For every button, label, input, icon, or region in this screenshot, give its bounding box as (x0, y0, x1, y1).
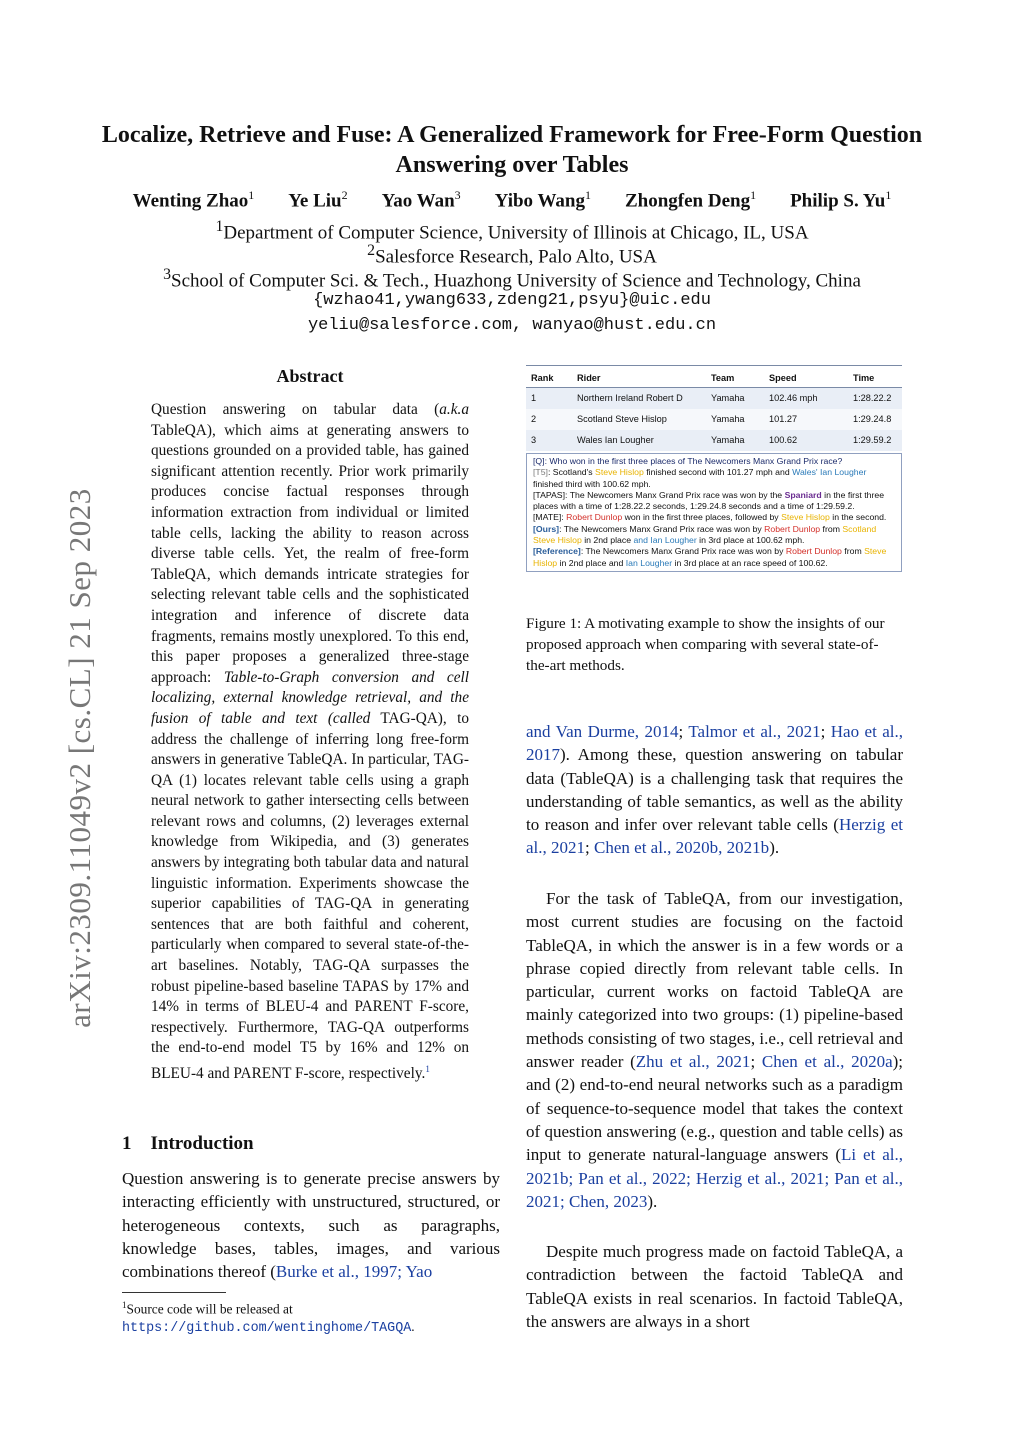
author: Zhongfen Deng$^1$ (624, 188, 757, 212)
citation-link[interactable]: Burke et al., 1997; Yao (275, 1262, 433, 1282)
answer-mate: [MATE]: Robert Dunlop won in the first three places, followed by Steve Hislop in the second. (533, 512, 887, 523)
table-header: Rank (526, 366, 572, 388)
table-header: Time (848, 366, 902, 388)
answer-tapas: [TAPAS]: The Newcomers Manx Grand Prix race was won by the Spaniard in the first three places with a time of 1:28.22.2 seconds, 1:29.24.8 seconds and a time of 1:29.59.2. (533, 489, 885, 512)
email-line: {wzhao41,ywang633,zdeng21,psyu}@uic.edu (313, 291, 711, 310)
author: Wenting Zhao$^1$ (132, 188, 255, 212)
citation-link[interactable]: Chen et al., 2020a (761, 1052, 893, 1072)
body-paragraph: For the task of TableQA, from our investigation, most current studies are focusing on the factoid TableQA, in which the answer is in a few words or a phrase copied directly from relevant table cells. In particular, current works on factoid TableQA are mainly categorized into two groups: (1) pipeline-based methods consisting of two stages, i.e., cell retrieval and answer reader (Zhu et al., 2021; Chen et al., 2020a); and (2) end-to-end neural networks such as a paradigm of sequence-to-sequence model that takes the context of question answering (e.g., question and table cells) as input to generate natural-language answers (Li et al., 2021b; Pan et al., 2022; Herzig et al., 2021; Pan et al., 2021; Chen, 2023). (526, 889, 904, 1211)
author: Yao Wan$^3$ (381, 188, 461, 212)
figure-1 (526, 365, 902, 572)
affiliation: $^1$Department of Computer Science, University of Illinois at Chicago, IL, USA (215, 218, 809, 244)
body-paragraph: and Van Durme, 2014; Talmor et al., 2021; Hao et al., 2017). Among these, question answering on tabular data (TableQA) is a challenging task that requires the understanding of table semantics, as well as the ability to reason and infer over relevant table cells (Herzig et al., 2021; Chen et al., 2020b, 2021b). (526, 722, 903, 858)
author-list (60, 188, 964, 212)
qa-box (526, 453, 902, 572)
table-row: 3 Wales Ian Lougher Yamaha 100.62 1:29.59.2 (526, 430, 902, 451)
citation-link[interactable]: Herzig et al., 2021 (526, 815, 903, 858)
affiliation: $^2$Salesforce Research, Palo Alto, USA (367, 242, 657, 268)
table-header: Team (706, 366, 764, 388)
section-heading: 1 Introduction (122, 1133, 254, 1154)
table-header: Rider (572, 366, 706, 388)
author: Philip S. Yu$^1$ (790, 188, 892, 212)
abstract-body: Question answering on tabular data (a.k.a TableQA), which aims at generating answers to questions grounded on a provided table, has gained significant attention recently. Prior work primarily produces concise factual responses through information extraction from individual or limited table cells, lacking the ability to reason across diverse table cells. Yet, the realm of free-form TableQA, which demands intricate strategies for selecting relevant table cells and the sophisticated integration and inference of discrete data fragments, remains mostly unexplored. To this end, this paper proposes a generalized three-stage approach: Table-to-Graph conversion and cell localizing, external knowledge retrieval, and the fusion of table and text (called TAG-QA), to address the challenge of inferring long free-form answers in generative TableQA. In particular, TAG-QA (1) locates relevant table cells using a graph neural network to gather intersecting cells between relevant rows and columns, (2) leverages external knowledge from Wikipedia, and (3) generates answers by integrating both tabular data and natural linguistic information. Experiments showcase the superior capabilities of TAG-QA in generating sentences that are both faithful and coherent, particularly when compared to several state-of-the-art baselines. Notably, TAG-QA surpasses the robust pipeline-based baseline TAPAS by 17% and 14% in terms of BLEU-4 and PARENT F-score, respectively. Furthermore, TAG-QA outperforms the end-to-end model T5 by 16% and 12% on BLEU-4 and PARENT F-score, respectively.$^1$ (151, 401, 470, 1083)
email-line: yeliu@salesforce.com, wanyao@hust.edu.cn (307, 316, 717, 335)
citation-link[interactable]: Li et al., 2021b; Pan et al., 2022; Herzig et al., 2021; Pan et al., 2021; Chen, 2023 (526, 1145, 903, 1211)
arxiv-stamp: arXiv:2309.11049v2 [cs.CL] 21 Sep 2023 (62, 488, 97, 1028)
example-table (526, 365, 902, 451)
citation-link[interactable]: Talmor et al., 2021 (688, 722, 821, 741)
answer-t5: [T5]: Scotland's Steve Hislop finished second with 101.27 mph and Wales' Ian Lougher finished third with 100.62 mph. (533, 467, 867, 489)
intro-paragraph: Question answering is to generate precise answers by interacting efficiently with unstructured, structured, or heterogeneous contexts, such as paragraphs, knowledge bases, tables, images, and various combinations thereof (Burke et al., 1997; Yao (122, 1169, 500, 1282)
table-row: 2 Scotland Steve Hislop Yamaha 101.27 1:29.24.8 (526, 409, 902, 430)
citation-link[interactable]: Hao et al., 2017 (526, 722, 903, 765)
table-header: Speed (764, 366, 848, 388)
table-row: 1 Northern Ireland Robert D Yamaha 102.46 mph 1:28.22.2 (526, 388, 902, 410)
affiliation: $^3$School of Computer Sci. & Tech., Huazhong University of Science and Technology, China (163, 266, 861, 292)
footnote: $^1$Source code will be released at https://github.com/wentinghome/TAGQA. (122, 1300, 415, 1337)
answer-ours: [Ours]: The Newcomers Manx Grand Prix race was won by Robert Dunlop from Scotland Steve Hislop in 2nd place and Ian Lougher in 3rd place at 100.62 mph. (533, 523, 877, 546)
citation-link[interactable]: Chen et al., 2020b, 2021b (594, 838, 770, 858)
citation-link[interactable]: and Van Durme, 2014 (526, 722, 679, 741)
body-paragraph: Despite much progress made on factoid TableQA, a contradiction between the factoid TableQA and TableQA exists in real scenarios. In factoid TableQA, the answers are always in a short (526, 1242, 903, 1331)
question-line: [Q]: Who won in the first three places of The Newcomers Manx Grand Prix race? (533, 456, 843, 466)
footnote-rule (122, 1292, 226, 1293)
footnote-url[interactable]: https://github.com/wentinghome/TAGQA (122, 1321, 412, 1337)
author: Ye Liu$^2$ (288, 188, 348, 212)
abstract-heading: Abstract (276, 366, 344, 386)
citation-link[interactable]: Zhu et al., 2021 (635, 1052, 751, 1072)
author: Yibo Wang$^1$ (494, 188, 591, 212)
paper-title: Localize, Retrieve and Fuse: A Generalized Framework for Free-Form Question Answering over Tables (101, 122, 923, 178)
answer-reference: [Reference]: The Newcomers Manx Grand Prix race was won by Robert Dunlop from Steve Hislop in 2nd place and Ian Lougher in 3rd place at an race speed of 100.62. (533, 546, 887, 568)
figure-caption: Figure 1: A motivating example to show the insights of our proposed approach when comparing with several state-of-the-art methods. (526, 615, 885, 674)
